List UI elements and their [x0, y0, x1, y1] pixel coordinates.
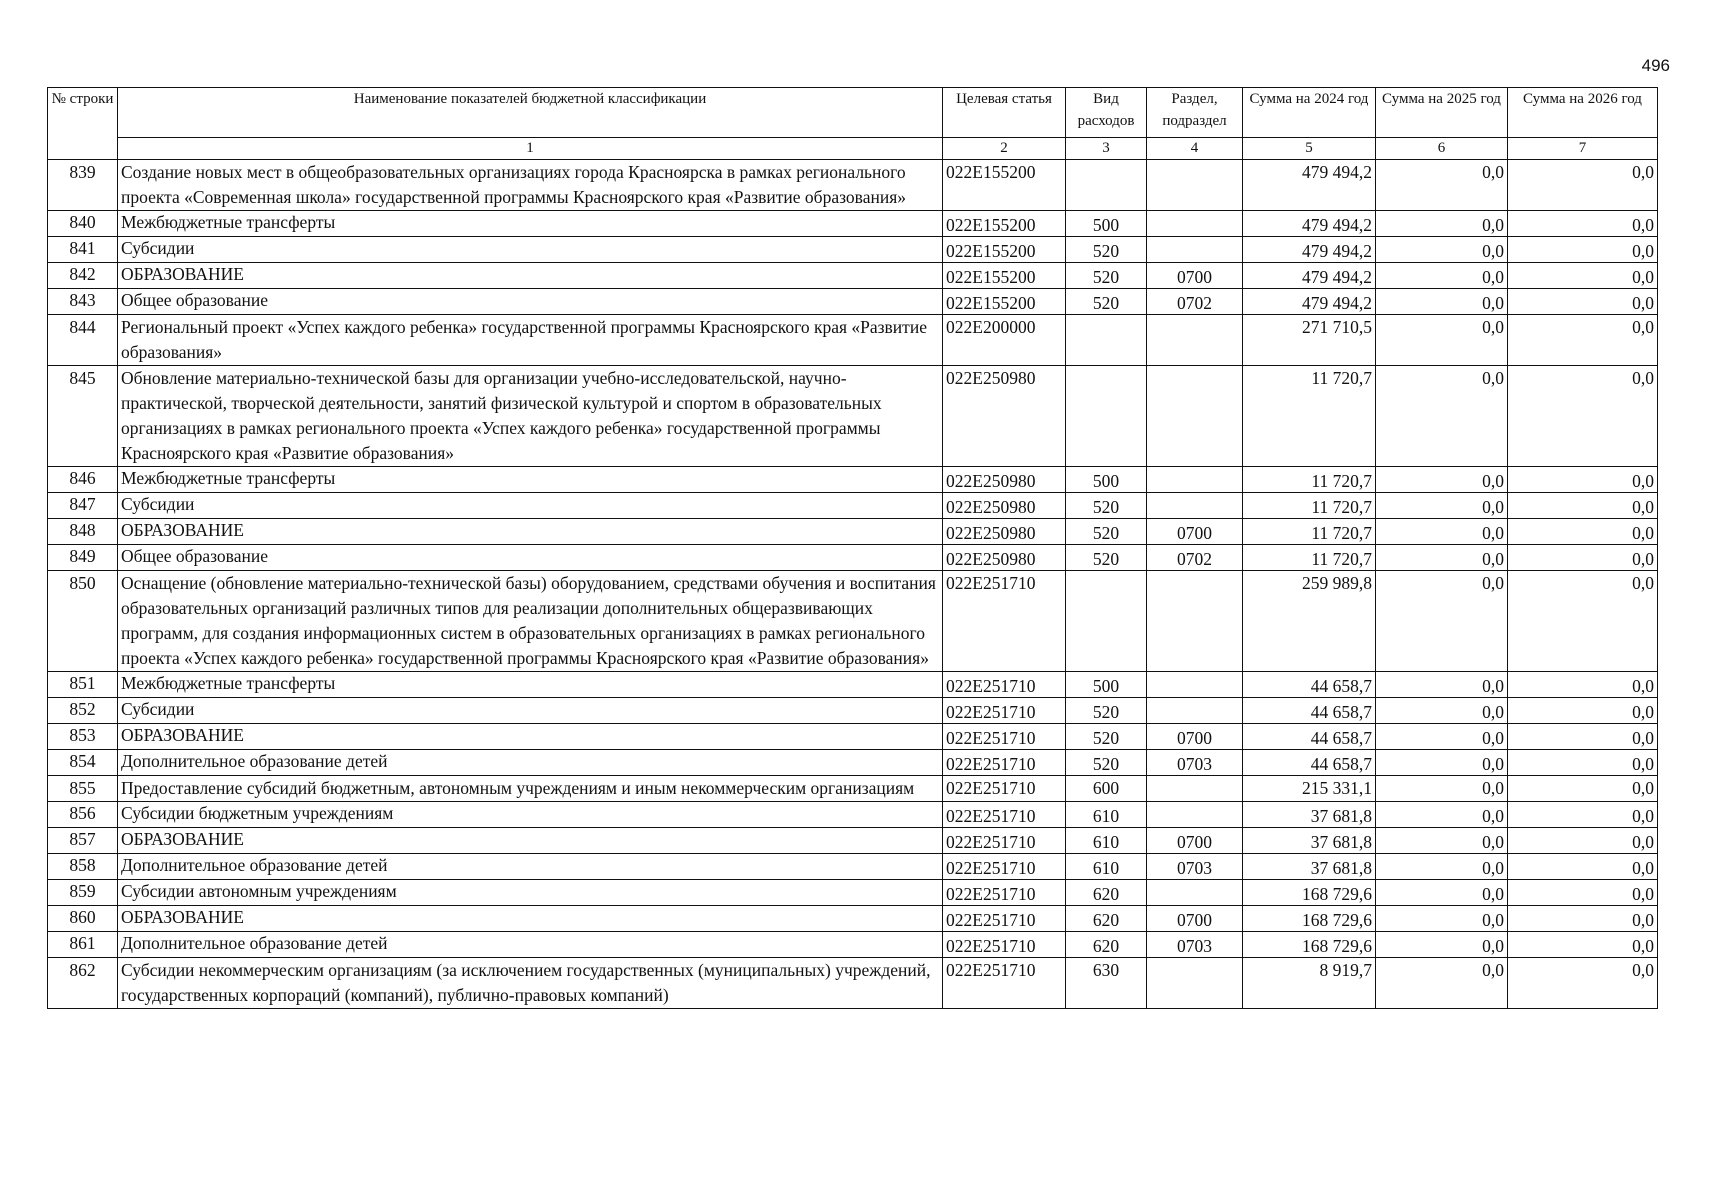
expense-type [1066, 571, 1147, 672]
sum-2026: 0,0 [1508, 672, 1658, 698]
table-row [48, 750, 1658, 776]
sum-2025: 0,0 [1376, 828, 1508, 854]
section-subsection: 0703 [1147, 854, 1243, 880]
row-name: ОБРАЗОВАНИЕ [118, 906, 943, 932]
expense-type [1066, 315, 1147, 366]
sum-2025: 0,0 [1376, 289, 1508, 315]
sum-2024: 215 331,1 [1243, 776, 1376, 802]
table-row [48, 467, 1658, 493]
row-number: 841 [48, 237, 118, 263]
sum-2024: 37 681,8 [1243, 802, 1376, 828]
row-name: Предоставление субсидий бюджетным, автономным учреждениям и иным некоммерческим организациям [118, 776, 943, 802]
target-article: 022E250980 [943, 519, 1066, 545]
sum-2024: 479 494,2 [1243, 289, 1376, 315]
column-number: 5 [1243, 138, 1376, 160]
row-number: 847 [48, 493, 118, 519]
sum-2026: 0,0 [1508, 698, 1658, 724]
target-article: 022E251710 [943, 750, 1066, 776]
row-number: 856 [48, 802, 118, 828]
row-name: ОБРАЗОВАНИЕ [118, 519, 943, 545]
target-article: 022E155200 [943, 289, 1066, 315]
sum-2024: 479 494,2 [1243, 237, 1376, 263]
section-subsection: 0702 [1147, 545, 1243, 571]
sum-2026: 0,0 [1508, 724, 1658, 750]
row-number: 861 [48, 932, 118, 958]
target-article: 022E155200 [943, 237, 1066, 263]
table-row [48, 366, 1658, 467]
header-sum-2025: Сумма на 2025 год [1376, 88, 1508, 138]
target-article: 022E251710 [943, 880, 1066, 906]
section-subsection: 0700 [1147, 724, 1243, 750]
column-number: 1 [118, 138, 943, 160]
row-number: 855 [48, 776, 118, 802]
sum-2025: 0,0 [1376, 854, 1508, 880]
row-name: ОБРАЗОВАНИЕ [118, 724, 943, 750]
section-subsection: 0700 [1147, 828, 1243, 854]
sum-2025: 0,0 [1376, 519, 1508, 545]
row-name: Субсидии бюджетным учреждениям [118, 802, 943, 828]
target-article: 022E155200 [943, 160, 1066, 211]
header-row [48, 88, 1658, 138]
sum-2026: 0,0 [1508, 906, 1658, 932]
sum-2026: 0,0 [1508, 545, 1658, 571]
table-row [48, 315, 1658, 366]
sum-2024: 8 919,7 [1243, 958, 1376, 1009]
column-number: 3 [1066, 138, 1147, 160]
expense-type: 520 [1066, 750, 1147, 776]
header-razdel: Раздел, подраздел [1147, 88, 1243, 138]
table-row [48, 545, 1658, 571]
header-vid: Вид расходов [1066, 88, 1147, 138]
sum-2024: 37 681,8 [1243, 854, 1376, 880]
expense-type: 610 [1066, 802, 1147, 828]
target-article: 022E251710 [943, 571, 1066, 672]
section-subsection: 0700 [1147, 263, 1243, 289]
section-subsection: 0703 [1147, 932, 1243, 958]
expense-type: 500 [1066, 467, 1147, 493]
expense-type: 500 [1066, 672, 1147, 698]
expense-type: 620 [1066, 932, 1147, 958]
header-name: Наименование показателей бюджетной классификации [118, 88, 943, 138]
table-body [48, 160, 1658, 1009]
row-number: 860 [48, 906, 118, 932]
table-row [48, 828, 1658, 854]
section-subsection [1147, 958, 1243, 1009]
table-row [48, 237, 1658, 263]
target-article: 022E251710 [943, 724, 1066, 750]
sum-2025: 0,0 [1376, 571, 1508, 672]
sum-2024: 168 729,6 [1243, 906, 1376, 932]
row-name: Субсидии автономным учреждениям [118, 880, 943, 906]
row-number: 842 [48, 263, 118, 289]
sum-2025: 0,0 [1376, 237, 1508, 263]
table-row [48, 493, 1658, 519]
table-row [48, 906, 1658, 932]
sum-2025: 0,0 [1376, 493, 1508, 519]
sum-2024: 11 720,7 [1243, 467, 1376, 493]
sum-2025: 0,0 [1376, 698, 1508, 724]
sum-2024: 271 710,5 [1243, 315, 1376, 366]
table-row [48, 211, 1658, 237]
row-name: ОБРАЗОВАНИЕ [118, 828, 943, 854]
row-number: 848 [48, 519, 118, 545]
table-row [48, 519, 1658, 545]
table-row [48, 724, 1658, 750]
expense-type: 520 [1066, 545, 1147, 571]
sum-2026: 0,0 [1508, 880, 1658, 906]
sum-2026: 0,0 [1508, 802, 1658, 828]
table-row [48, 160, 1658, 211]
section-subsection [1147, 467, 1243, 493]
sum-2025: 0,0 [1376, 724, 1508, 750]
row-number: 859 [48, 880, 118, 906]
sum-2024: 479 494,2 [1243, 160, 1376, 211]
row-name: Создание новых мест в общеобразовательных организациях города Красноярска в рамках регионального проекта «Современная школа» государственной программы Красноярского края «Развитие образования» [118, 160, 943, 211]
table-row [48, 932, 1658, 958]
sum-2024: 11 720,7 [1243, 366, 1376, 467]
sum-2026: 0,0 [1508, 289, 1658, 315]
sum-2026: 0,0 [1508, 828, 1658, 854]
sum-2025: 0,0 [1376, 263, 1508, 289]
section-subsection: 0702 [1147, 289, 1243, 315]
section-subsection [1147, 160, 1243, 211]
sum-2026: 0,0 [1508, 366, 1658, 467]
row-name: ОБРАЗОВАНИЕ [118, 263, 943, 289]
row-name: Общее образование [118, 545, 943, 571]
target-article: 022E250980 [943, 467, 1066, 493]
expense-type: 500 [1066, 211, 1147, 237]
target-article: 022E200000 [943, 315, 1066, 366]
sum-2024: 479 494,2 [1243, 211, 1376, 237]
sum-2025: 0,0 [1376, 366, 1508, 467]
expense-type: 520 [1066, 698, 1147, 724]
table-row [48, 958, 1658, 1009]
target-article: 022E251710 [943, 958, 1066, 1009]
section-subsection [1147, 880, 1243, 906]
expense-type: 520 [1066, 263, 1147, 289]
header-target: Целевая статья [943, 88, 1066, 138]
sum-2025: 0,0 [1376, 315, 1508, 366]
row-number: 840 [48, 211, 118, 237]
section-subsection [1147, 315, 1243, 366]
sum-2026: 0,0 [1508, 263, 1658, 289]
target-article: 022E250980 [943, 493, 1066, 519]
expense-type: 620 [1066, 906, 1147, 932]
target-article: 022E251710 [943, 906, 1066, 932]
sum-2025: 0,0 [1376, 958, 1508, 1009]
sum-2025: 0,0 [1376, 750, 1508, 776]
row-name: Региональный проект «Успех каждого ребенка» государственной программы Красноярского края «Развитие образования» [118, 315, 943, 366]
sum-2026: 0,0 [1508, 211, 1658, 237]
target-article: 022E251710 [943, 802, 1066, 828]
row-name: Субсидии [118, 698, 943, 724]
sum-2026: 0,0 [1508, 776, 1658, 802]
section-subsection [1147, 493, 1243, 519]
column-number: 4 [1147, 138, 1243, 160]
sum-2024: 259 989,8 [1243, 571, 1376, 672]
column-number-row [48, 138, 1658, 160]
table-row [48, 880, 1658, 906]
table-row [48, 672, 1658, 698]
row-number: 857 [48, 828, 118, 854]
table-row [48, 802, 1658, 828]
table-row [48, 263, 1658, 289]
target-article: 022E251710 [943, 932, 1066, 958]
table-row [48, 698, 1658, 724]
sum-2024: 37 681,8 [1243, 828, 1376, 854]
sum-2025: 0,0 [1376, 776, 1508, 802]
target-article: 022E251710 [943, 698, 1066, 724]
row-number: 843 [48, 289, 118, 315]
column-number: 7 [1508, 138, 1658, 160]
header-sum-2024: Сумма на 2024 год [1243, 88, 1376, 138]
sum-2026: 0,0 [1508, 467, 1658, 493]
row-name: Дополнительное образование детей [118, 750, 943, 776]
sum-2024: 44 658,7 [1243, 750, 1376, 776]
section-subsection [1147, 802, 1243, 828]
row-name: Субсидии некоммерческим организациям (за исключением государственных (муниципальных) учреждений, государственных корпораций (компаний), публично-правовых компаний) [118, 958, 943, 1009]
target-article: 022E155200 [943, 263, 1066, 289]
section-subsection: 0700 [1147, 906, 1243, 932]
sum-2025: 0,0 [1376, 545, 1508, 571]
sum-2024: 44 658,7 [1243, 698, 1376, 724]
sum-2026: 0,0 [1508, 315, 1658, 366]
row-number: 839 [48, 160, 118, 211]
expense-type: 520 [1066, 724, 1147, 750]
expense-type: 610 [1066, 854, 1147, 880]
row-name: Межбюджетные трансферты [118, 672, 943, 698]
table-row [48, 571, 1658, 672]
expense-type [1066, 366, 1147, 467]
header-row-no: № строки [48, 88, 118, 160]
section-subsection [1147, 571, 1243, 672]
row-number: 853 [48, 724, 118, 750]
table-row [48, 289, 1658, 315]
section-subsection [1147, 366, 1243, 467]
row-name: Субсидии [118, 493, 943, 519]
sum-2026: 0,0 [1508, 750, 1658, 776]
sum-2024: 11 720,7 [1243, 519, 1376, 545]
sum-2024: 44 658,7 [1243, 724, 1376, 750]
sum-2025: 0,0 [1376, 467, 1508, 493]
expense-type: 600 [1066, 776, 1147, 802]
column-number: 2 [943, 138, 1066, 160]
row-name: Обновление материально-технической базы для организации учебно-исследовательской, научно-практической, творческой деятельности, занятий физической культурой и спортом в образовательных организациях в рамках регионального проекта «Успех каждого ребенка» государственной программы Красноярского края «Развитие образования» [118, 366, 943, 467]
sum-2026: 0,0 [1508, 237, 1658, 263]
expense-type: 520 [1066, 289, 1147, 315]
expense-type: 630 [1066, 958, 1147, 1009]
sum-2026: 0,0 [1508, 160, 1658, 211]
row-number: 862 [48, 958, 118, 1009]
sum-2026: 0,0 [1508, 958, 1658, 1009]
target-article: 022E250980 [943, 545, 1066, 571]
sum-2026: 0,0 [1508, 571, 1658, 672]
sum-2024: 168 729,6 [1243, 880, 1376, 906]
header-sum-2026: Сумма на 2026 год [1508, 88, 1658, 138]
row-number: 854 [48, 750, 118, 776]
table-row [48, 776, 1658, 802]
row-number: 846 [48, 467, 118, 493]
section-subsection [1147, 211, 1243, 237]
sum-2026: 0,0 [1508, 854, 1658, 880]
sum-2026: 0,0 [1508, 493, 1658, 519]
sum-2025: 0,0 [1376, 672, 1508, 698]
row-number: 845 [48, 366, 118, 467]
sum-2025: 0,0 [1376, 906, 1508, 932]
target-article: 022E251710 [943, 854, 1066, 880]
section-subsection [1147, 776, 1243, 802]
target-article: 022E155200 [943, 211, 1066, 237]
sum-2026: 0,0 [1508, 932, 1658, 958]
expense-type: 520 [1066, 493, 1147, 519]
row-name: Общее образование [118, 289, 943, 315]
sum-2024: 479 494,2 [1243, 263, 1376, 289]
section-subsection [1147, 237, 1243, 263]
sum-2024: 11 720,7 [1243, 493, 1376, 519]
expense-type [1066, 160, 1147, 211]
sum-2025: 0,0 [1376, 160, 1508, 211]
target-article: 022E251710 [943, 776, 1066, 802]
row-number: 849 [48, 545, 118, 571]
row-number: 850 [48, 571, 118, 672]
sum-2024: 44 658,7 [1243, 672, 1376, 698]
expense-type: 610 [1066, 828, 1147, 854]
column-number: 6 [1376, 138, 1508, 160]
row-number: 852 [48, 698, 118, 724]
sum-2024: 168 729,6 [1243, 932, 1376, 958]
target-article: 022E251710 [943, 828, 1066, 854]
section-subsection: 0700 [1147, 519, 1243, 545]
expense-type: 620 [1066, 880, 1147, 906]
row-name: Дополнительное образование детей [118, 932, 943, 958]
sum-2025: 0,0 [1376, 932, 1508, 958]
row-name: Оснащение (обновление материально-технической базы) оборудованием, средствами обучения и воспитания образовательных организаций различных типов для реализации дополнительных общеразвивающих программ, для создания информационных систем в образовательных организациях в рамках регионального проекта «Успех каждого ребенка» государственной программы Красноярского края «Развитие образования» [118, 571, 943, 672]
row-name: Дополнительное образование детей [118, 854, 943, 880]
row-name: Субсидии [118, 237, 943, 263]
row-number: 851 [48, 672, 118, 698]
section-subsection [1147, 698, 1243, 724]
section-subsection: 0703 [1147, 750, 1243, 776]
row-number: 858 [48, 854, 118, 880]
sum-2025: 0,0 [1376, 802, 1508, 828]
sum-2025: 0,0 [1376, 211, 1508, 237]
target-article: 022E250980 [943, 366, 1066, 467]
section-subsection [1147, 672, 1243, 698]
row-name: Межбюджетные трансферты [118, 467, 943, 493]
sum-2026: 0,0 [1508, 519, 1658, 545]
sum-2025: 0,0 [1376, 880, 1508, 906]
expense-type: 520 [1066, 519, 1147, 545]
budget-table [47, 87, 1658, 1009]
row-name: Межбюджетные трансферты [118, 211, 943, 237]
sum-2024: 11 720,7 [1243, 545, 1376, 571]
row-number: 844 [48, 315, 118, 366]
expense-type: 520 [1066, 237, 1147, 263]
target-article: 022E251710 [943, 672, 1066, 698]
table-row [48, 854, 1658, 880]
page-number: 496 [1641, 56, 1670, 75]
